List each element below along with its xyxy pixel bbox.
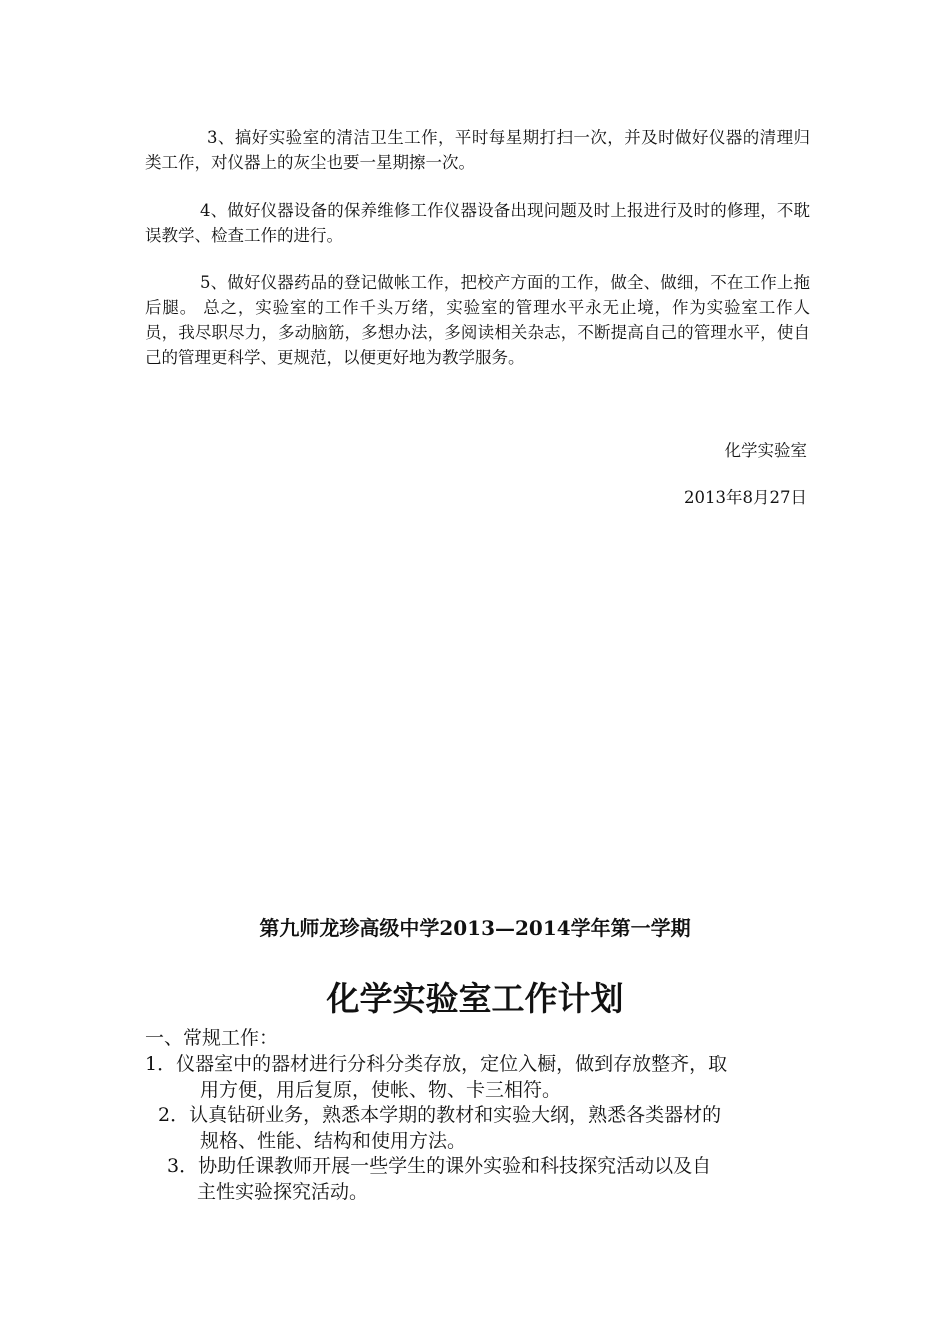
signature-date: 2013年8月27日 xyxy=(684,488,807,507)
plan-subtitle: 第九师龙珍高级中学2013—2014学年第一学期 xyxy=(259,916,691,940)
list-item-continuation: 主性实验探究活动。 xyxy=(197,1181,369,1203)
section-heading: 一、常规工作： xyxy=(145,1027,279,1049)
list-item-continuation: 规格、性能、结构和使用方法。 xyxy=(200,1130,467,1152)
signature-organization: 化学实验室 xyxy=(724,441,807,460)
list-item xyxy=(145,1051,810,1103)
list-item-line: 3．协助任课教师开展一些学生的课外实验和科技探究活动以及自 xyxy=(167,1155,712,1177)
list-item-line: 2．认真钻研业务，熟悉本学期的教材和实验大纲，熟悉各类器材的 xyxy=(158,1104,722,1126)
list-item-line: 1．仪器室中的器材进行分科分类存放，定位入橱，做到存放整齐，取 xyxy=(145,1053,728,1075)
list-item-continuation: 用方便，用后复原，使帐、物、卡三相符。 xyxy=(200,1079,562,1101)
paragraph-item-3: 3、搞好实验室的清洁卫生工作，平时每星期打扫一次，并及时做好仪器的清理归类工作，对仪器上的灰尘也要一星期擦一次。 xyxy=(145,128,810,172)
list-item xyxy=(167,1153,810,1205)
paragraph-item-5: 5、做好仪器药品的登记做帐工作，把校产方面的工作，做全、做细，不在工作上拖后腿。 总之，实验室的工作千头万绪，实验室的管理水平永无止境，作为实验室工作人员，我尽职尽力，多动脑筋，多想办法，多阅读相关杂志，不断提高自己的管理水平，使自己的管理更科学、更规范，以便更好地为教学服务。 xyxy=(145,273,810,367)
paragraph-item-4: 4、做好仪器设备的保养维修工作仪器设备出现问题及时上报进行及时的修理，不耽误教学、检查工作的进行。 xyxy=(145,201,810,245)
list-item xyxy=(158,1102,810,1154)
plan-title: 化学实验室工作计划 xyxy=(326,979,624,1018)
